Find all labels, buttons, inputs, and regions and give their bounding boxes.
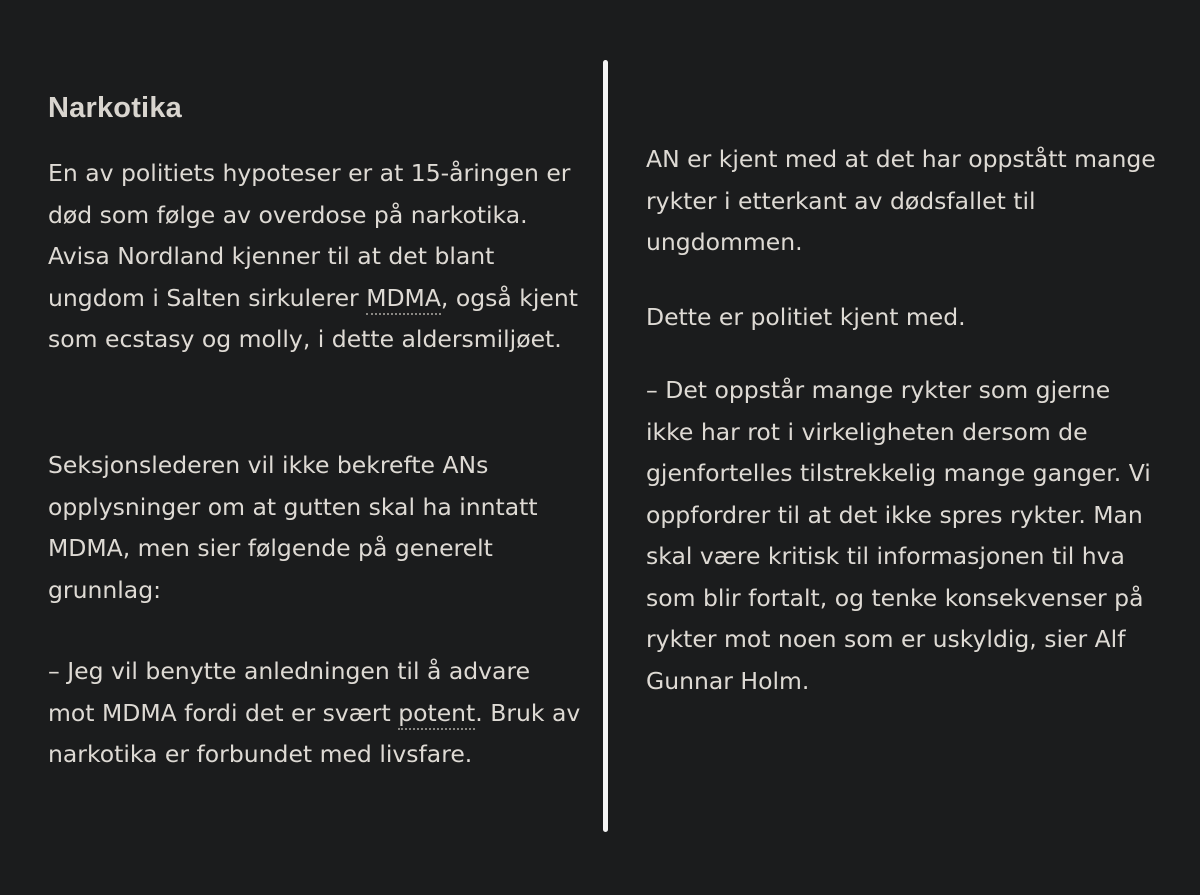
left-p3-text-a: – Jeg vil benytte anledningen til å advare mot MDMA fordi det er svært [48, 657, 531, 727]
right-paragraph-1: AN er kjent med at det har oppstått mange rykter i etterkant av dødsfallet til ungdommen. [646, 145, 1156, 256]
mdma-abbreviation[interactable]: MDMA [366, 284, 441, 315]
left-paragraph-3 [48, 651, 583, 776]
section-heading: Narkotika [48, 92, 182, 124]
left-p1-text-a: En av politiets hypoteser er at 15-åringen er død som følge av overdose på narkotika. Avisa Nordland kjenner til at det blant ungdom i Salten sirkulerer [48, 159, 571, 312]
right-paragraph-2: Dette er politiet kjent med. [646, 303, 966, 331]
potent-abbreviation[interactable]: potent [398, 699, 475, 730]
right-paragraph-3: – Det oppstår mange rykter som gjerne ikke har rot i virkeligheten dersom de gjenfortelles tilstrekkelig mange ganger. Vi oppfordrer til at det ikke spres rykter. Man skal være kritisk til informasjonen til hva som blir fortalt, og tenke konsekvenser på rykter mot noen som er uskyldig, sier Alf Gunnar Holm. [646, 376, 1151, 695]
left-paragraph-1 [48, 153, 583, 361]
column-divider [603, 60, 608, 832]
left-p1-text-b: , også kjent som ecstasy og molly, i dette aldersmiljøet. [48, 283, 578, 353]
left-paragraph-2: Seksjonslederen vil ikke bekrefte ANs opplysninger om at gutten skal ha inntatt MDMA, men sier følgende på generelt grunnlag: [48, 451, 538, 604]
left-p3-text-b: . Bruk av narkotika er forbundet med livsfare. [48, 698, 581, 768]
